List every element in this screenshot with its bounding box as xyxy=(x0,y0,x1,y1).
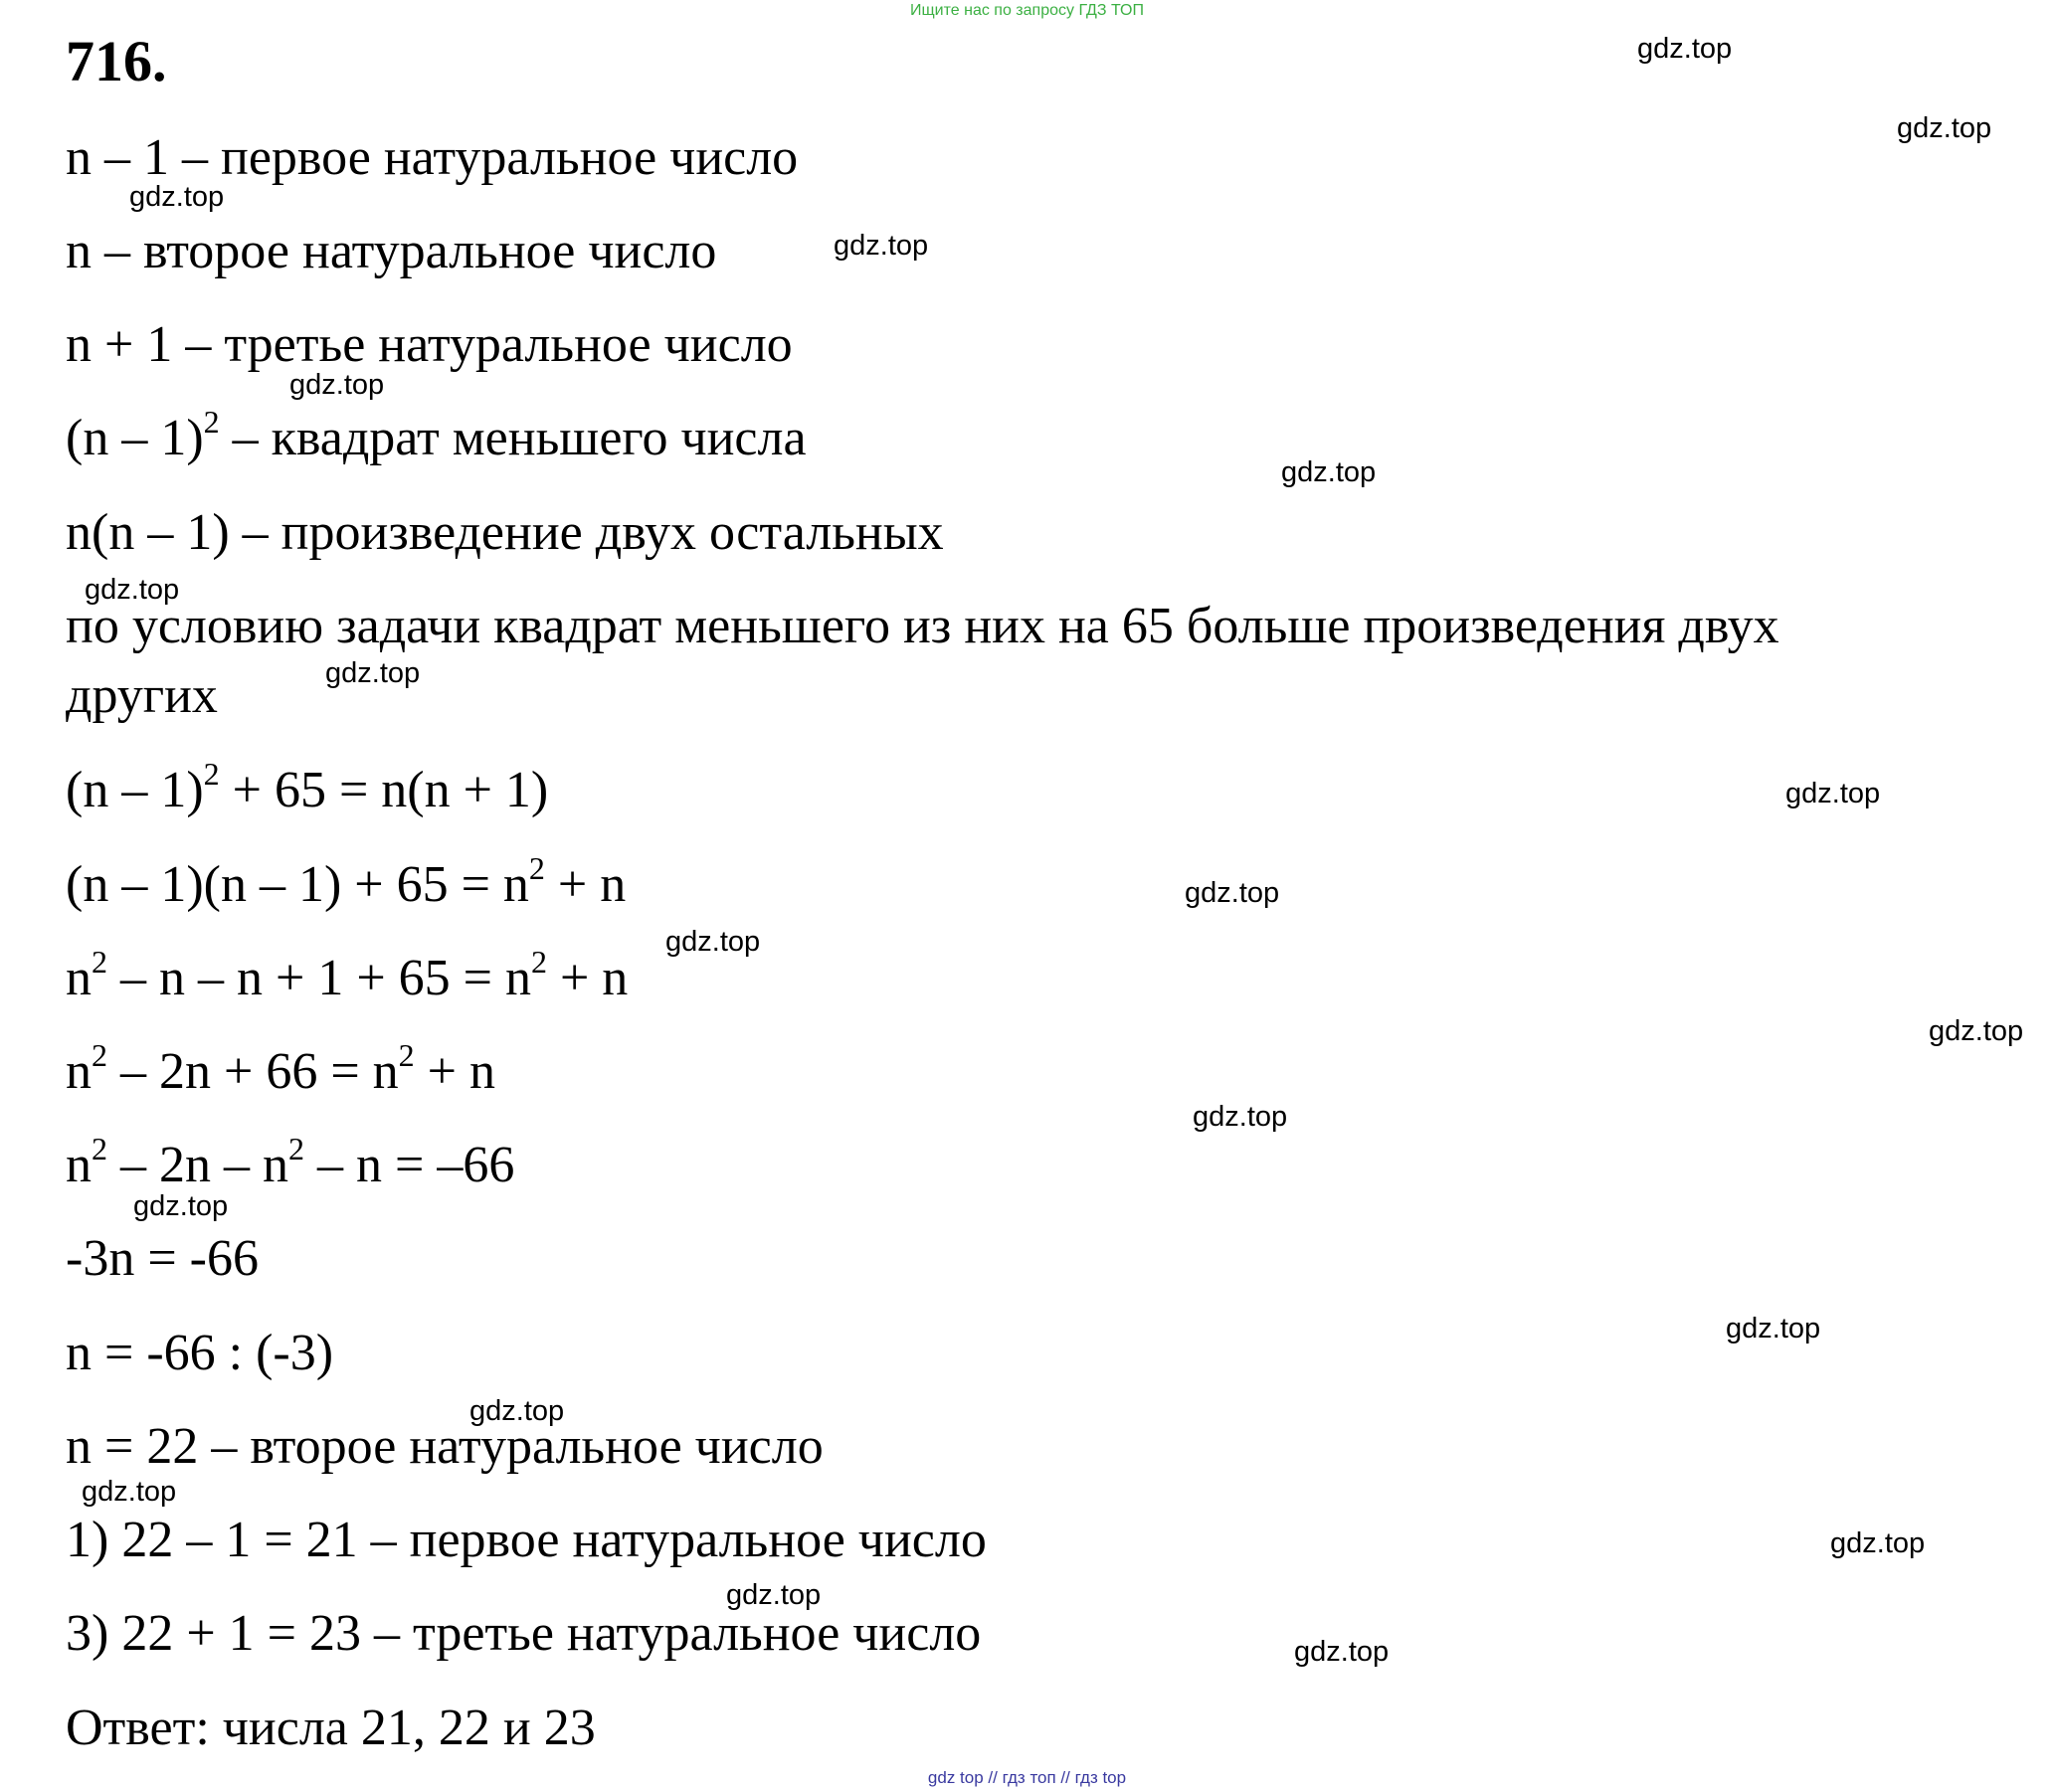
watermark: gdz.top xyxy=(726,1579,822,1611)
expr-part: n xyxy=(66,950,92,1006)
expr-part: (n – 1)(n – 1) + 65 = n xyxy=(66,856,529,913)
expr-part: n xyxy=(66,1137,92,1193)
solution-line-3: n + 1 – третье натуральное число xyxy=(66,316,793,373)
expr-part: + n xyxy=(544,856,627,913)
expr-part: – квадрат меньшего числа xyxy=(219,410,807,466)
solution-line-16: 1) 22 – 1 = 21 – первое натуральное число xyxy=(66,1512,987,1568)
answer-line: Ответ: числа 21, 22 и 23 xyxy=(66,1700,596,1756)
expr-part: n xyxy=(66,1043,92,1100)
watermark: gdz.top xyxy=(85,574,180,606)
watermark: gdz.top xyxy=(1637,33,1733,65)
solution-line-17: 3) 22 + 1 = 23 – третье натуральное число xyxy=(66,1605,982,1662)
watermark: gdz.top xyxy=(289,369,385,401)
expr-part: (n – 1) xyxy=(66,410,204,466)
watermark: gdz.top xyxy=(1785,778,1881,809)
watermark: gdz.top xyxy=(1726,1313,1821,1344)
watermark: gdz.top xyxy=(82,1476,177,1508)
watermark: gdz.top xyxy=(129,181,225,213)
solution-line-10 xyxy=(66,944,628,1013)
watermark: gdz.top xyxy=(1897,112,1992,144)
solution-line-5: n(n – 1) – произведение двух остальных xyxy=(66,504,944,561)
expr-part: – 2n + 66 = n xyxy=(107,1043,399,1100)
expr-part: (n – 1) xyxy=(66,762,204,818)
watermark: gdz.top xyxy=(1193,1101,1288,1133)
expr-part: – 2n – n xyxy=(107,1137,288,1193)
exponent: 2 xyxy=(92,1131,107,1166)
bottom-banner: gdz top // гдз топ // гдз top xyxy=(927,1768,1127,1787)
solution-line-7: других xyxy=(66,667,218,724)
solution-line-2: n – второе натуральное число xyxy=(66,223,717,279)
exponent: 2 xyxy=(203,404,220,440)
exponent: 2 xyxy=(203,756,220,792)
watermark: gdz.top xyxy=(469,1395,565,1427)
exponent: 2 xyxy=(528,850,545,886)
watermark: gdz.top xyxy=(834,230,929,262)
expr-part: + 65 = n(n + 1) xyxy=(219,762,549,818)
solution-line-15: n = 22 – второе натуральное число xyxy=(66,1418,824,1475)
watermark: gdz.top xyxy=(1929,1015,2024,1047)
top-banner: Ищите нас по запросу ГДЗ ТОП xyxy=(910,2,1144,19)
problem-number: 716. xyxy=(66,29,167,93)
watermark: gdz.top xyxy=(1185,877,1280,909)
solution-line-9 xyxy=(66,850,626,920)
watermark: gdz.top xyxy=(1281,456,1377,488)
expr-part: – n – n + 1 + 65 = n xyxy=(107,950,531,1006)
exponent: 2 xyxy=(92,944,107,980)
exponent: 2 xyxy=(398,1037,415,1073)
exponent: 2 xyxy=(530,944,547,980)
watermark: gdz.top xyxy=(665,926,761,958)
solution-line-6: по условию задачи квадрат меньшего из них на 65 больше произведения двух xyxy=(66,598,1779,654)
solution-line-8 xyxy=(66,756,548,825)
expr-part: – n = –66 xyxy=(304,1137,515,1193)
solution-line-14: n = -66 : (-3) xyxy=(66,1325,334,1381)
solution-line-13: -3n = -66 xyxy=(66,1230,259,1287)
watermark: gdz.top xyxy=(325,657,421,689)
watermark: gdz.top xyxy=(1830,1527,1926,1559)
expr-part: + n xyxy=(414,1043,495,1100)
exponent: 2 xyxy=(288,1131,304,1166)
solution-line-4 xyxy=(66,404,807,473)
expr-part: + n xyxy=(546,950,629,1006)
solution-line-11 xyxy=(66,1037,495,1107)
watermark: gdz.top xyxy=(133,1190,229,1222)
exponent: 2 xyxy=(92,1037,107,1073)
solution-line-1: n – 1 – первое натуральное число xyxy=(66,129,799,186)
watermark: gdz.top xyxy=(1294,1636,1390,1668)
